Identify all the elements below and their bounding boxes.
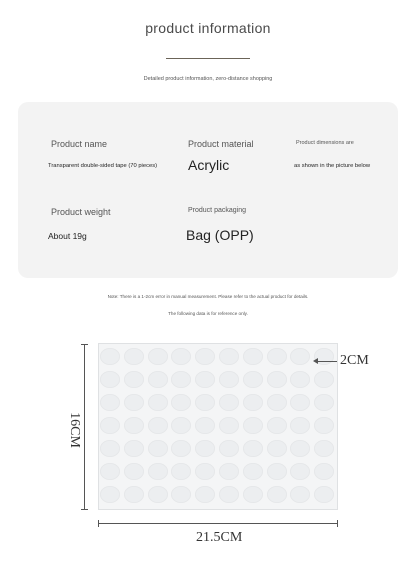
height-dimension-tick-bottom — [81, 509, 88, 510]
tape-dot — [124, 348, 144, 365]
tape-dot — [195, 440, 215, 457]
tape-dot — [243, 394, 263, 411]
product-name-label: Product name — [51, 139, 108, 149]
height-dimension-line — [84, 344, 85, 510]
tape-dot — [290, 371, 310, 388]
tape-dot — [290, 463, 310, 480]
tape-dot — [100, 417, 120, 434]
tape-dot — [219, 394, 239, 411]
product-packaging-value: Bag (OPP) — [186, 227, 254, 243]
height-dimension-tick-top — [81, 344, 88, 345]
title-underline — [166, 58, 250, 59]
tape-dot — [243, 417, 263, 434]
width-dimension-line — [98, 523, 338, 524]
tape-dot — [171, 463, 191, 480]
tape-dot — [290, 486, 310, 503]
product-material-label: Product material — [188, 139, 254, 149]
tape-dot — [148, 417, 168, 434]
page-title: product information — [145, 20, 271, 36]
product-dimensions-label: Product dimensions are — [296, 140, 354, 146]
tape-dot — [290, 417, 310, 434]
product-material-value: Acrylic — [188, 157, 230, 173]
width-dimension-tick-right — [337, 520, 338, 527]
tape-dot — [314, 417, 334, 434]
tape-dot — [243, 348, 263, 365]
tape-dot — [243, 371, 263, 388]
dot-size-arrow-line — [317, 361, 337, 362]
tape-dot — [171, 486, 191, 503]
tape-dot — [267, 486, 287, 503]
tape-dot — [171, 440, 191, 457]
tape-dot — [219, 371, 239, 388]
width-dimension-tick-left — [98, 520, 99, 527]
tape-dot — [100, 486, 120, 503]
width-dimension-label: 21.5CM — [196, 530, 243, 545]
tape-dot — [124, 371, 144, 388]
tape-dot — [314, 371, 334, 388]
page-subtitle: Detailed product information, zero-distance shopping — [143, 76, 273, 82]
product-weight-value: About 19g — [48, 231, 87, 241]
tape-dot — [100, 371, 120, 388]
tape-dot — [124, 417, 144, 434]
tape-dot — [124, 394, 144, 411]
tape-dot — [171, 417, 191, 434]
product-packaging-label: Product packaging — [188, 207, 246, 214]
tape-dot — [267, 371, 287, 388]
tape-dot — [314, 440, 334, 457]
tape-dot — [148, 394, 168, 411]
tape-dot — [124, 440, 144, 457]
tape-dot — [290, 440, 310, 457]
tape-dot — [290, 394, 310, 411]
tape-dot — [100, 440, 120, 457]
tape-dot — [314, 486, 334, 503]
tape-dot — [219, 348, 239, 365]
tape-dot — [267, 394, 287, 411]
tape-dot — [243, 463, 263, 480]
tape-dot — [267, 440, 287, 457]
tape-dot — [314, 394, 334, 411]
tape-dot — [148, 371, 168, 388]
tape-dot — [124, 463, 144, 480]
dot-size-label: 2CM — [340, 353, 369, 368]
dot-size-arrow-head — [313, 358, 318, 364]
product-dimensions-value: as shown in the picture below — [294, 163, 371, 169]
tape-dot — [100, 348, 120, 365]
height-dimension-label: 16CM — [67, 412, 82, 448]
tape-dot — [148, 486, 168, 503]
tape-dot — [171, 348, 191, 365]
tape-dot — [148, 440, 168, 457]
tape-dot — [100, 463, 120, 480]
product-info-card — [18, 102, 398, 278]
tape-dot — [100, 394, 120, 411]
tape-dot — [314, 463, 334, 480]
tape-dot — [124, 486, 144, 503]
tape-dot — [195, 348, 215, 365]
tape-dot — [171, 371, 191, 388]
product-weight-label: Product weight — [51, 207, 111, 217]
tape-dot — [267, 417, 287, 434]
tape-sheet — [98, 343, 338, 510]
reference-note: The following data is for reference only. — [168, 311, 248, 316]
tape-dot — [219, 417, 239, 434]
tape-dot — [219, 463, 239, 480]
tape-dot — [195, 417, 215, 434]
tape-dot — [219, 486, 239, 503]
tape-dot — [290, 348, 310, 365]
tape-dot — [267, 463, 287, 480]
tape-dot — [195, 463, 215, 480]
tape-dot — [195, 394, 215, 411]
tape-dot — [195, 371, 215, 388]
tape-dot — [148, 463, 168, 480]
tape-dot — [243, 486, 263, 503]
product-name-value: Transparent double-sided tape (70 pieces) — [48, 163, 158, 169]
tape-dot — [148, 348, 168, 365]
tape-dot — [267, 348, 287, 365]
tape-dot — [171, 394, 191, 411]
measurement-note: Note: There is a 1-2cm error in manual measurement. Please refer to the actual product for details. — [107, 294, 309, 299]
tape-dot — [195, 486, 215, 503]
tape-dot — [243, 440, 263, 457]
tape-dot — [219, 440, 239, 457]
